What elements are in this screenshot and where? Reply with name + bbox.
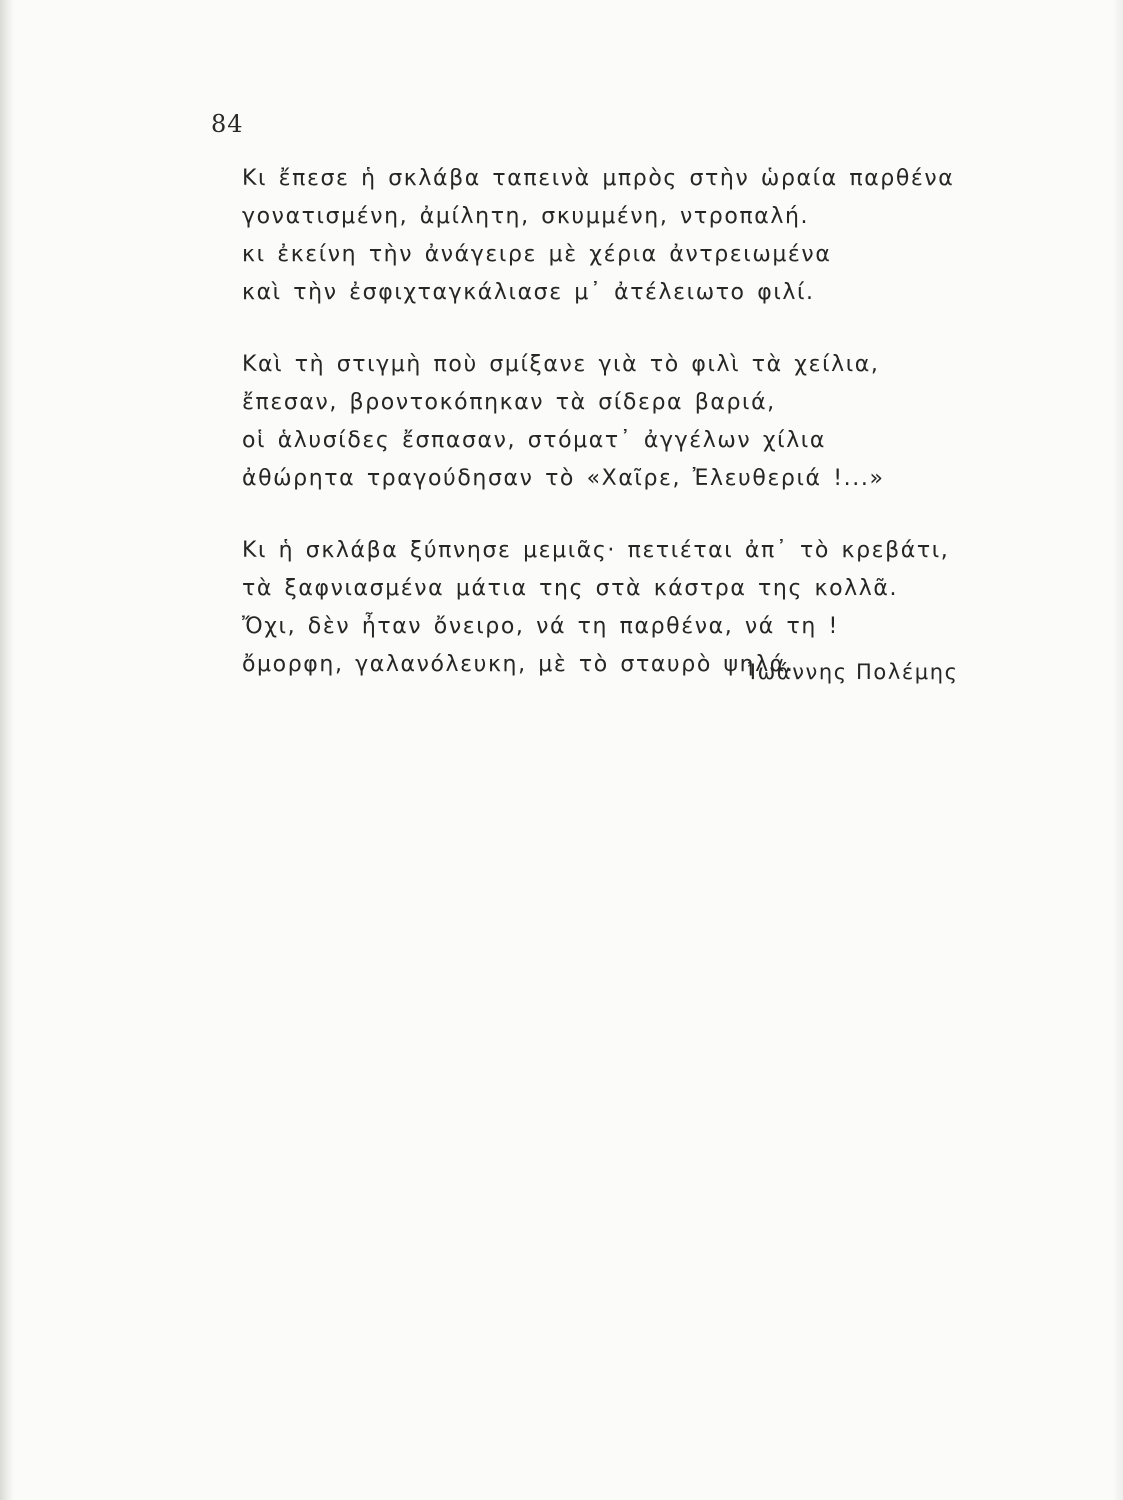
stanza-1 bbox=[242, 160, 1002, 312]
stanza-2 bbox=[242, 346, 1002, 498]
poem-line: Καὶ τὴ στιγμὴ ποὺ σμίξανε γιὰ τὸ φιλὶ τὰ χείλια, bbox=[242, 352, 880, 377]
poem-line: Ὄχι, δὲν ἦταν ὄνειρο, νά τη παρθένα, νά τη ! bbox=[242, 614, 839, 639]
poem-line: ἔπεσαν, βροντοκόπηκαν τὰ σίδερα βαριά, bbox=[242, 390, 776, 415]
poem bbox=[242, 160, 1002, 718]
poem-line: καὶ τὴν ἐσφιχταγκάλιασε μ᾽ ἀτέλειωτο φιλί. bbox=[242, 280, 815, 305]
page-number: 84 bbox=[211, 110, 244, 138]
poem-line: ἀθώρητα τραγούδησαν τὸ «Χαῖρε, Ἐλευθεριά !...» bbox=[242, 466, 885, 491]
poem-line: κι ἐκείνη τὴν ἀνάγειρε μὲ χέρια ἀντρειωμένα bbox=[242, 242, 832, 267]
poem-line: οἱ ἁλυσίδες ἔσπασαν, στόματ᾽ ἀγγέλων χίλια bbox=[242, 428, 826, 453]
poem-line: Κι ἡ σκλάβα ξύπνησε μεμιᾶς· πετιέται ἀπ᾽ τὸ κρεβάτι, bbox=[242, 538, 950, 563]
poem-line: Κι ἔπεσε ἡ σκλάβα ταπεινὰ μπρὸς στὴν ὡραία παρθένα bbox=[242, 166, 955, 191]
page-edge bbox=[1113, 0, 1123, 1500]
poem-line: τὰ ξαφνιασμένα μάτια της στὰ κάστρα της κολλᾶ. bbox=[242, 576, 899, 601]
author-signature: Ἰωάννης Πολέμης bbox=[748, 660, 959, 684]
binding-shadow bbox=[0, 0, 14, 1500]
poem-line: ὄμορφη, γαλανόλευκη, μὲ τὸ σταυρὸ ψηλά. bbox=[242, 652, 795, 677]
poem-line: γονατισμένη, ἀμίλητη, σκυμμένη, ντροπαλή. bbox=[242, 204, 810, 229]
